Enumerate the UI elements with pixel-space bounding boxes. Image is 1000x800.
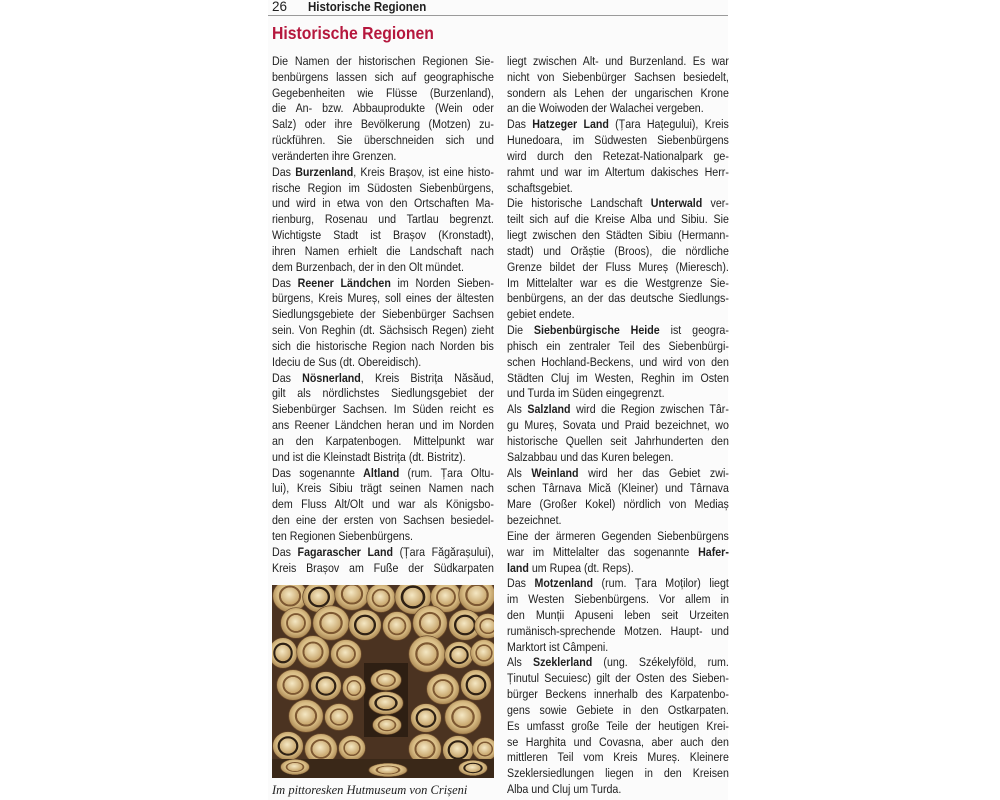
text-line: Marktort ist Câmpeni. bbox=[507, 639, 609, 654]
text-line: Es umfasst große Teile der heutigen Krei- bbox=[507, 718, 729, 733]
page-title: Historische Regionen bbox=[272, 23, 434, 43]
text-line: war im Mittelalter das sogenannte Hafer- bbox=[507, 544, 729, 559]
bold-term: Reener Ländchen bbox=[297, 275, 391, 290]
text-line: bürger Beckens innerhalb des Karpatenbo- bbox=[507, 687, 729, 702]
text-line: Städten Cluj im Westen, Reghin im Osten bbox=[507, 370, 729, 385]
bold-term: Burzenland bbox=[295, 164, 354, 179]
text-line: ans Reener Ländchen heran und im Norden bbox=[272, 418, 494, 433]
text-line: Salzabbau und das Kuren belegen. bbox=[507, 449, 674, 464]
text-line: die An- bzw. Abbauprodukte (Wein oder bbox=[272, 101, 494, 116]
text-line: Ținutul Secuiesc) gilt der Osten des Sieben- bbox=[507, 671, 729, 686]
text-line: bezeichnet. bbox=[507, 513, 562, 528]
text-line: Siebenbürger Sachsen. Im Süden reicht es bbox=[272, 402, 494, 417]
bold-term: land bbox=[507, 560, 529, 575]
text-line: rische Region im Südosten Siebenbürgens, bbox=[272, 180, 494, 195]
text-line: an den Karpatenbogen. Mittelpunkt war bbox=[272, 433, 494, 448]
text-line: sich die historische Region nach Norden bis bbox=[272, 338, 494, 353]
text-line: Als Szeklerland (ung. Székelyföld, rum. bbox=[507, 655, 729, 670]
page-number: 26 bbox=[272, 0, 288, 14]
text-line: gu Mureș, Sovata und Praid bezeichnet, wo bbox=[507, 418, 729, 433]
text-line: Hunedoara, im Südwesten Siebenbürgens bbox=[507, 133, 729, 148]
text-line: und ist die Kleinstadt Bistrița (dt. Bistritz). bbox=[272, 449, 466, 464]
header-rule bbox=[268, 15, 728, 16]
text-line: ihren Namen erhielt die Landschaft nach bbox=[272, 243, 494, 258]
text-line: den eine der ersten von Sachsen besiedel- bbox=[272, 513, 494, 528]
bold-term: Fagarascher Land bbox=[297, 544, 394, 559]
text-line: Das Burzenland, Kreis Brașov, ist eine histo- bbox=[272, 164, 494, 179]
text-line: schaftsgebiet. bbox=[507, 180, 573, 195]
text-line: Gegebenheiten wie Flüsse (Burzenland), bbox=[272, 85, 494, 100]
text-column bbox=[507, 54, 729, 798]
text-line: Die Namen der historischen Regionen Sie- bbox=[272, 54, 494, 68]
text-line: ten Regionen Siebenbürgens. bbox=[272, 528, 414, 543]
text-line: schen Târnava Mică (Kleiner) und Târnava bbox=[507, 481, 729, 496]
bold-term: Hatzeger Land bbox=[532, 117, 609, 132]
bold-term: Weinland bbox=[531, 465, 579, 480]
text-line: land um Rupea (dt. Reps). bbox=[507, 560, 634, 575]
text-line: liegt zwischen den Städten Sibiu (Hermann- bbox=[507, 228, 729, 243]
text-line: Das Nösnerland, Kreis Bistrița Năsăud, bbox=[272, 370, 494, 385]
text-line: Salz) oder ihre Bevölkerung (Motzen) zu- bbox=[272, 117, 494, 132]
text-line: benbürgens, an der das deutsche Siedlungs- bbox=[507, 291, 729, 306]
text-line: se Harghita und Covasna, aber auch den bbox=[507, 734, 729, 749]
text-line: wird durch den Retezat-Nationalpark ge- bbox=[507, 148, 729, 163]
text-line: schen Hochland-Beckens, und wird von den bbox=[507, 354, 729, 369]
text-line: historische Quellen seit Jahrhunderten den bbox=[507, 433, 729, 448]
text-line: Grenze bildet der Fluss Mureș (Mieresch). bbox=[507, 259, 729, 274]
text-line: Als Weinland wird her das Gebiet zwi- bbox=[507, 465, 729, 480]
text-line: rienburg, Rosenau und Tartlau begrenzt. bbox=[272, 212, 494, 227]
text-line: teilt sich auf die Kreise Alba und Sibiu. Sie bbox=[507, 212, 729, 227]
text-line: bürgens, Kreis Mureș, soll eines der ältesten bbox=[272, 291, 494, 306]
bold-term: Salzland bbox=[527, 402, 571, 417]
text-line: Die Siebenbürgische Heide ist geogra- bbox=[507, 323, 729, 338]
text-line: Als Salzland wird die Region zwischen Târ- bbox=[507, 402, 729, 417]
text-line: Das Motzenland (rum. Țara Moților) liegt bbox=[507, 576, 729, 591]
text-line: Kreis Brașov am Fuße der Südkarpaten bbox=[272, 560, 494, 575]
text-line: sondern als Lehen der ungarischen Krone bbox=[507, 85, 729, 100]
running-head: Historische Regionen bbox=[308, 0, 427, 14]
text-line: phisch ein zentraler Teil des Siebenbürgi- bbox=[507, 338, 729, 353]
text-line: stadt) und Orăștie (Broos), die nördliche bbox=[507, 243, 729, 258]
text-line: veränderten ihre Grenzen. bbox=[272, 148, 397, 163]
bold-term: Szeklerland bbox=[533, 655, 593, 670]
text-line: sein. Von Reghin (dt. Sächsisch Regen) zieht bbox=[272, 323, 494, 338]
bold-term: Altland bbox=[363, 465, 400, 480]
text-line: gebiet endete. bbox=[507, 307, 575, 322]
text-line: Das Hatzeger Land (Țara Hațegului), Kreis bbox=[507, 117, 729, 132]
text-line: Das sogenannte Altland (rum. Țara Oltu- bbox=[272, 465, 494, 480]
text-line: Das Fagarascher Land (Țara Făgărașului), bbox=[272, 544, 494, 559]
text-line: mittleren Teil vom Kreis Mureș. Kleinere bbox=[507, 750, 729, 765]
hat-museum-photo bbox=[272, 585, 494, 778]
text-line: Eine der ärmeren Gegenden Siebenbürgens bbox=[507, 528, 729, 543]
text-column bbox=[272, 54, 494, 576]
text-line: Szeklersiedlungen liegen in den Kreisen bbox=[507, 766, 729, 781]
text-line: den Munții Apuseni leben seit Urzeiten bbox=[507, 607, 729, 622]
bold-term: Nösnerland bbox=[302, 370, 361, 385]
figure-caption: Im pittoresken Hutmuseum von Crișeni bbox=[272, 783, 468, 797]
text-line: Wichtigste Stadt ist Brașov (Kronstadt), bbox=[272, 228, 494, 243]
text-line: gens sowie Gebiete in den Ostkarpaten. bbox=[507, 702, 729, 717]
text-line: dem Fluss Alt/Olt und war als Königsbo- bbox=[272, 497, 494, 512]
text-line: Die historische Landschaft Unterwald ver- bbox=[507, 196, 729, 211]
text-line: gilt als nördlichstes Siedlungsgebiet der bbox=[272, 386, 494, 401]
text-line: dem Burzenbach, der in den Olt mündet. bbox=[272, 259, 464, 274]
text-line: rahmt und war im Altertum dakisches Herr- bbox=[507, 164, 729, 179]
text-line: Im Mittelalter war es die Westgrenze Sie- bbox=[507, 275, 729, 290]
bold-term: Siebenbürgische Heide bbox=[533, 323, 660, 338]
text-line: Ideciu de Sus (dt. Obereidisch). bbox=[272, 354, 422, 369]
text-line: nicht von Siebenbürger Sachsen besiedelt, bbox=[507, 69, 729, 84]
text-line: benbürgens lassen sich auf geographische bbox=[272, 69, 494, 84]
text-line: und Turda im Süden eingegrenzt. bbox=[507, 386, 665, 401]
bold-term: Unterwald bbox=[650, 196, 703, 211]
text-line: Alba und Cluj um Turda. bbox=[507, 782, 622, 797]
text-line: Das Reener Ländchen im Norden Sieben- bbox=[272, 275, 494, 290]
text-line: lui), Kreis Sibiu trägt seinen Namen nach bbox=[272, 481, 494, 496]
text-line: Siedlungsgebiete der Siebenbürger Sachsen bbox=[272, 307, 494, 322]
photo-figure bbox=[272, 585, 494, 778]
text-line: und wird in etwa von den Ortschaften Ma- bbox=[272, 196, 494, 211]
text-line: rumänisch-sprechende Motzen. Haupt- und bbox=[507, 623, 729, 638]
bold-term: Hafer- bbox=[698, 544, 729, 559]
text-line: rückführen. Sie überschneiden sich und bbox=[272, 133, 494, 148]
text-line: liegt zwischen Alt- und Burzenland. Es war bbox=[507, 54, 729, 68]
bold-term: Motzenland bbox=[534, 576, 594, 591]
text-line: Mare (Großer Kokel) nördlich von Mediaș bbox=[507, 497, 729, 512]
text-line: im Westen Siebenbürgens. Vor allem in bbox=[507, 592, 729, 607]
text-line: an die Woiwoden der Walachei vergeben. bbox=[507, 101, 704, 116]
